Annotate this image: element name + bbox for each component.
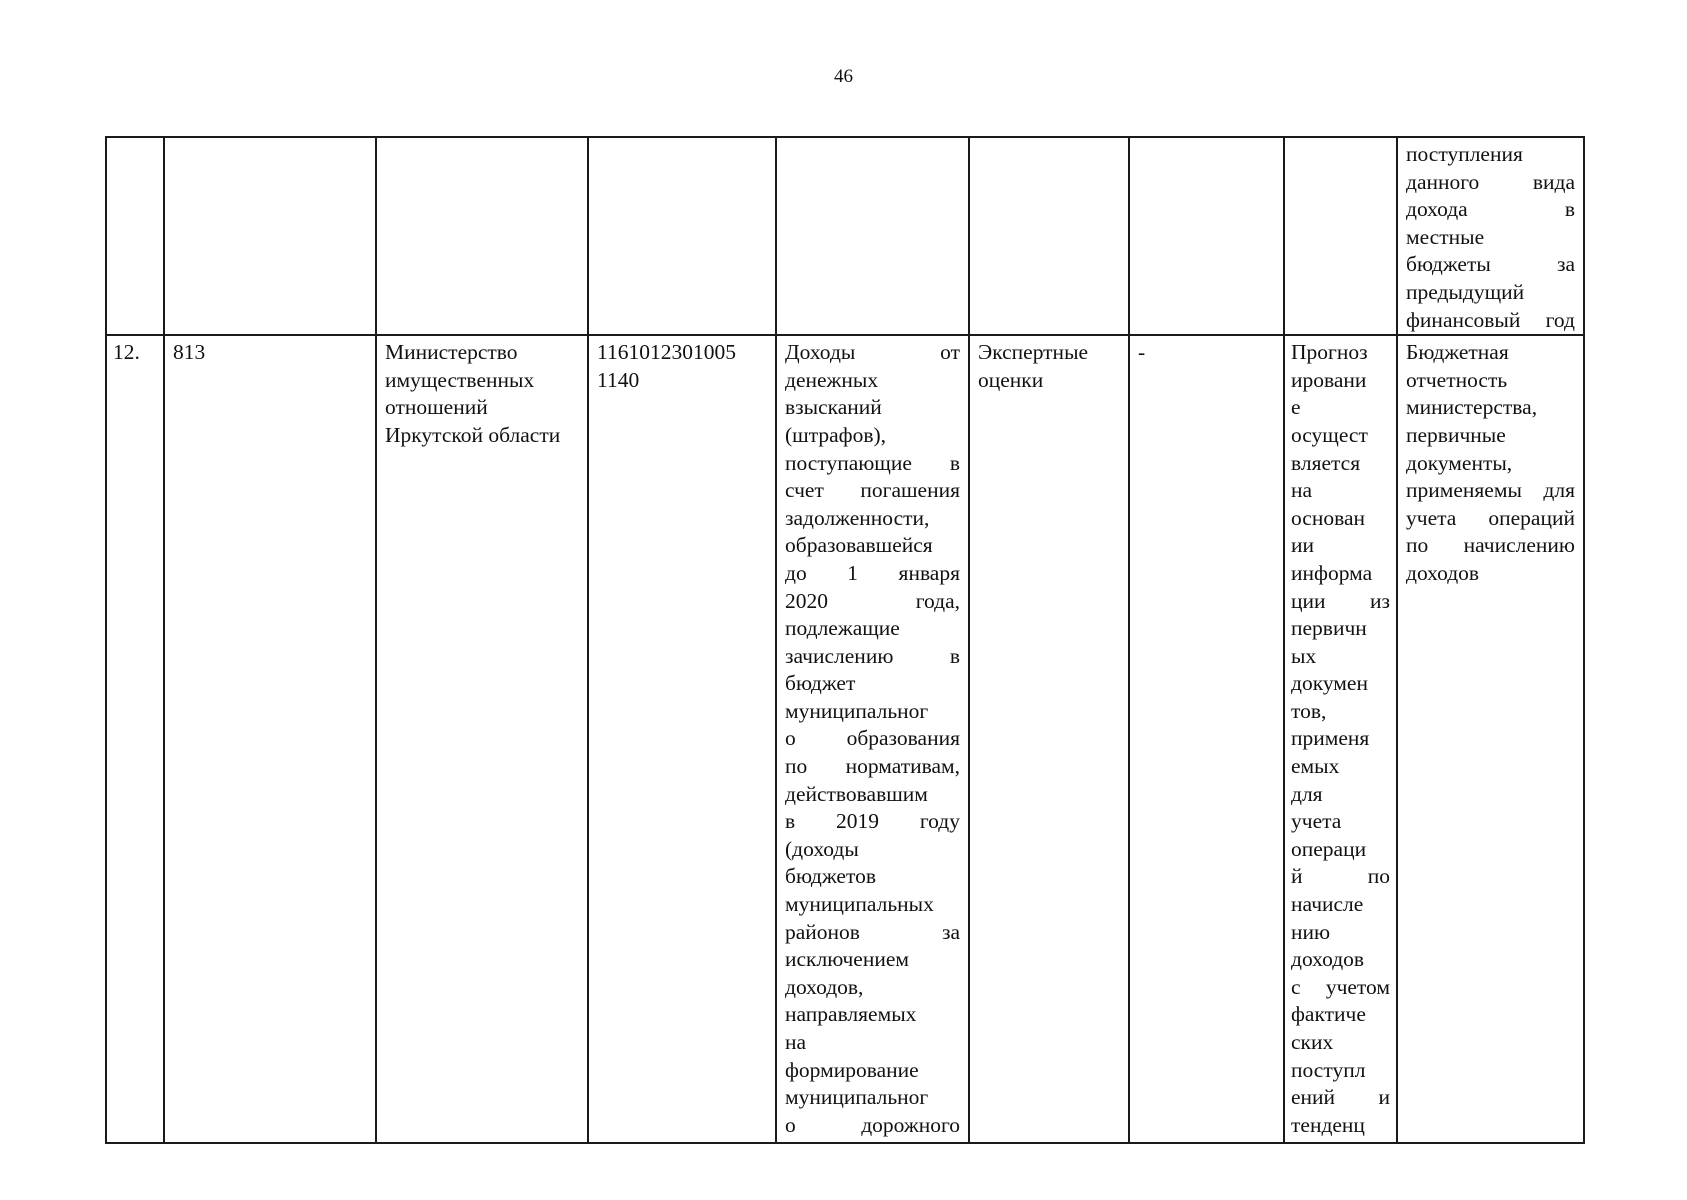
- algorithm-line: осущест: [1291, 422, 1368, 447]
- algorithm-line: докумен: [1291, 671, 1368, 696]
- revenue-name-line: подлежащие: [785, 616, 900, 641]
- page-number: 46: [834, 66, 853, 87]
- algorithm-line: ых: [1291, 643, 1317, 668]
- cell-administrator: Министерство имущественных отношений Иркутской области: [376, 335, 588, 1143]
- revenue-name-line: счет погашения: [785, 478, 960, 503]
- algorithm-line: фактиче: [1291, 1002, 1366, 1027]
- revenue-name-line: на: [785, 1030, 807, 1054]
- table-grid: [105, 136, 1585, 1144]
- algorithm-line: Прогноз: [1291, 340, 1368, 365]
- cell-revenue-name: [776, 335, 969, 1143]
- source-line: применяемы для: [1406, 478, 1575, 503]
- algorithm-line: первичн: [1291, 616, 1367, 641]
- algorithm-line: применя: [1291, 726, 1370, 751]
- cell-source: [1397, 335, 1584, 1143]
- revenue-name-line: в 2019 году: [785, 809, 960, 834]
- algorithm-line: вляется: [1291, 450, 1361, 475]
- source-line: отчетность: [1406, 367, 1508, 392]
- revenue-name-line: зачислению в: [785, 643, 960, 668]
- revenue-name-line: денежных: [785, 367, 879, 392]
- cell-admin-code-empty: [164, 137, 376, 335]
- table-row: [106, 335, 1584, 1143]
- source-continued-line: финансовый год: [1406, 307, 1575, 332]
- algorithm-line: на: [1291, 478, 1313, 503]
- algorithm-line: начисле: [1291, 892, 1364, 917]
- revenue-name-line: бюджет: [785, 671, 856, 696]
- source-continued-line: бюджеты за: [1406, 252, 1575, 277]
- revenue-name-line: до 1 января: [785, 560, 960, 585]
- source-line: доходов: [1406, 560, 1480, 585]
- revenue-forecast-table: [105, 136, 1583, 1137]
- algorithm-line: ии: [1291, 533, 1315, 558]
- revenue-name-line: муниципальног: [785, 1085, 929, 1110]
- algorithm-line: с учетом: [1291, 974, 1390, 999]
- algorithm-line: поступл: [1291, 1057, 1366, 1082]
- revenue-name-line: о дорожного: [785, 1112, 960, 1137]
- revenue-name-line: доходов,: [785, 974, 864, 999]
- cell-algorithm: [1284, 335, 1397, 1143]
- cell-method-empty: [969, 137, 1129, 335]
- cell-row-number: 12.: [106, 335, 164, 1143]
- algorithm-line: е: [1291, 395, 1301, 420]
- source-line: документы,: [1406, 450, 1513, 475]
- algorithm-line: тов,: [1291, 698, 1327, 723]
- revenue-name-line: муниципальног: [785, 698, 929, 723]
- algorithm-line: основан: [1291, 505, 1366, 530]
- algorithm-line: емых: [1291, 754, 1340, 779]
- cell-algorithm-empty: [1284, 137, 1397, 335]
- revenue-name-line: формирование: [785, 1057, 919, 1082]
- cell-source-continued: [1397, 137, 1584, 335]
- source-continued-line: предыдущий: [1406, 279, 1525, 304]
- algorithm-line: операци: [1291, 836, 1367, 861]
- revenue-name-line: бюджетов: [785, 864, 876, 889]
- revenue-name-line: по нормативам,: [785, 754, 960, 779]
- source-line: учета операций: [1406, 505, 1575, 530]
- algorithm-line: информа: [1291, 560, 1373, 585]
- cell-number-empty: [106, 137, 164, 335]
- kbk-line-2: 1140: [597, 367, 640, 392]
- table-row-continued: [106, 137, 1584, 335]
- algorithm-line: ировани: [1291, 367, 1367, 392]
- algorithm-line: ции из: [1291, 588, 1390, 613]
- revenue-name-line: (штрафов),: [785, 422, 887, 447]
- revenue-name-line: (доходы: [785, 836, 859, 861]
- kbk-line-1: 1161012301005: [597, 340, 736, 365]
- source-line: Бюджетная: [1406, 340, 1509, 365]
- source-continued-line: дохода в: [1406, 197, 1575, 222]
- revenue-name-line: поступающие в: [785, 450, 960, 475]
- algorithm-line: для: [1291, 781, 1323, 806]
- revenue-name-line: исключением: [785, 947, 909, 972]
- algorithm-line: тенденц: [1291, 1112, 1365, 1137]
- revenue-name-line: районов за: [785, 919, 960, 944]
- cell-formula-empty: [1129, 137, 1284, 335]
- algorithm-line: ений и: [1291, 1085, 1390, 1110]
- revenue-name-line: образовавшейся: [785, 533, 933, 558]
- revenue-name-line: взысканий: [785, 395, 882, 420]
- revenue-name-line: 2020 года,: [785, 588, 960, 613]
- revenue-name-line: задолженности,: [785, 505, 930, 530]
- cell-formula: -: [1129, 335, 1284, 1143]
- revenue-name-line: Доходы от: [785, 340, 960, 365]
- source-continued-line: местные: [1406, 224, 1485, 249]
- source-line: первичные: [1406, 422, 1506, 447]
- cell-kbk-empty: [588, 137, 776, 335]
- cell-kbk: [588, 335, 776, 1143]
- revenue-name-line: направляемых: [785, 1002, 917, 1027]
- source-line: министерства,: [1406, 395, 1538, 420]
- algorithm-line: доходов: [1291, 947, 1365, 972]
- algorithm-line: нию: [1291, 919, 1331, 944]
- cell-admin-code: 813: [164, 335, 376, 1143]
- revenue-name-line: о образования: [785, 726, 960, 751]
- algorithm-line: учета: [1291, 809, 1342, 834]
- cell-revenue-name-empty: [776, 137, 969, 335]
- revenue-name-line: действовавшим: [785, 781, 928, 806]
- source-continued-line: поступления: [1406, 142, 1523, 166]
- source-continued-line: данного вида: [1406, 169, 1575, 194]
- algorithm-line: ских: [1291, 1030, 1334, 1054]
- cell-method: Экспертные оценки: [969, 335, 1129, 1143]
- source-line: по начислению: [1406, 533, 1575, 558]
- cell-administrator-empty: [376, 137, 588, 335]
- revenue-name-line: муниципальных: [785, 892, 934, 917]
- algorithm-line: й по: [1291, 864, 1390, 889]
